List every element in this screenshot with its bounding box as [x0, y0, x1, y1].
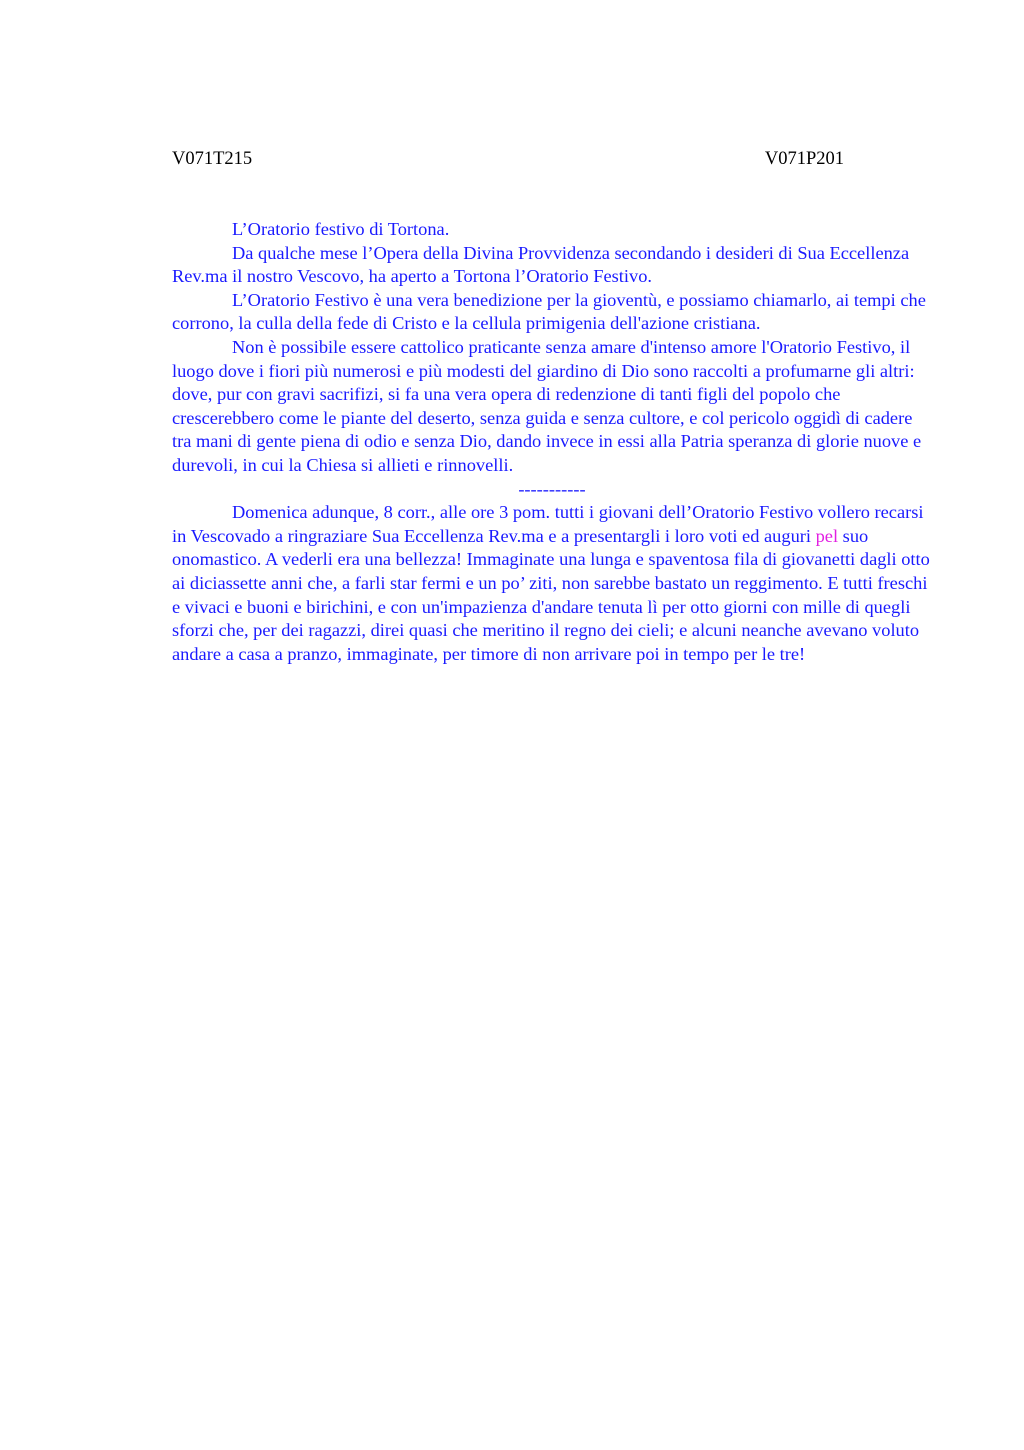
document-code-left: V071T215 [172, 149, 253, 169]
paragraph-4-end: suo onomastico. A vederli era una bellezza! Immaginate una lunga e spaventosa fila di giovanetti dagli otto ai diciassette anni che, a farli star fermi e un po’ ziti, non sarebbe bastato un reggimento. E tutti freschi e vivaci e buoni e birichini, e con un'impazienza d'andare tenuta lì per otto giorni con mille di quegli sforzi che, per dei ragazzi, direi quasi che meritino il regno dei cieli; e alcuni neanche avevano voluto andare a casa a pranzo, immaginate, per timore di non arrivare poi in tempo per le tre! [172, 525, 930, 664]
article-body [172, 218, 932, 666]
paragraph-1: Da qualche mese l’Opera della Divina Provvidenza secondando i desideri di Sua Eccellenza Rev.ma il nostro Vescovo, ha aperto a Tortona l’Oratorio Festivo. [172, 242, 910, 287]
article-title: L’Oratorio festivo di Tortona. [232, 219, 450, 239]
paragraph-4-start: Domenica adunque, 8 corr., alle ore 3 pom. tutti i giovani dell’Oratorio Festivo vollero recarsi in Vescovado a ringraziare Sua Eccellenza Rev.ma e a presentargli i loro voti ed auguri [172, 502, 924, 546]
section-separator: ----------- [518, 478, 586, 499]
paragraph-2: L’Oratorio Festivo è una vera benedizione per la gioventù, e possiamo chiamarlo, ai tempi che corrono, la culla della fede di Cristo e la cellula primigenia dell'azione cristiana. [172, 289, 926, 334]
highlighted-word: pel [815, 525, 839, 546]
page-header [172, 147, 844, 171]
document-code-right: V071P201 [764, 149, 844, 169]
paragraph-4 [172, 501, 932, 666]
paragraph-3: Non è possibile essere cattolico praticante senza amare d'intenso amore l'Oratorio Festivo, il luogo dove i fiori più numerosi e più modesti del giardino di Dio sono raccolti a profumarne gli altri: dove, pur con gravi sacrifizi, si fa una vera opera di redenzione di tanti figli del popolo che crescerebbero come le piante del deserto, senza guida e senza cultore, e col pericolo oggidì di cadere tra mani di gente piena di odio e senza Dio, dando invece in essi alla Patria speranza di glorie nuove e durevoli, in cui la Chiesa si allieti e rinnovelli. [172, 336, 922, 475]
